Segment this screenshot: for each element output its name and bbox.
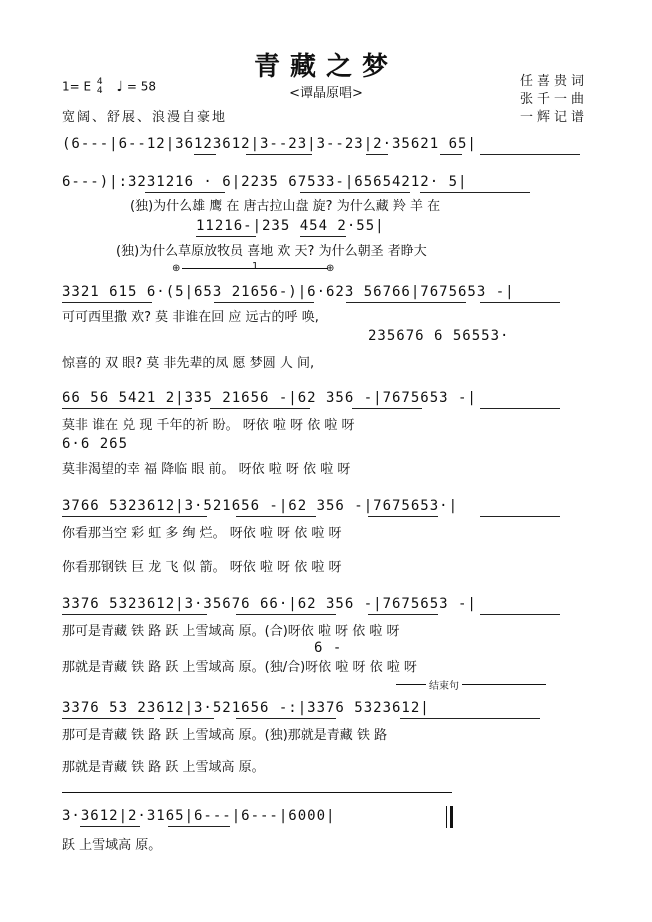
beam-line — [480, 154, 580, 155]
beam-line — [346, 302, 466, 303]
beam-line — [62, 408, 192, 409]
beam-line — [168, 826, 230, 827]
notation-line-12: 3·3612|2·3165|6---|6---|6000| — [62, 808, 336, 824]
key-signature — [62, 78, 156, 96]
beam-line — [480, 408, 560, 409]
beam-line — [210, 408, 310, 409]
notation-line-1: (6---|6--12|36123612|3--23|3--23|2·35621 65| — [62, 136, 477, 152]
page-title: 青藏之梦 — [253, 52, 398, 82]
subtitle: <谭晶原唱> — [289, 86, 363, 101]
final-barline — [446, 806, 447, 828]
key-label: 1= E — [62, 79, 92, 94]
ending-label: 结束句 — [426, 677, 462, 692]
lyrics-line-13: 跃 上雪域高 原。 — [62, 838, 162, 853]
lyrics-line-8: 你看那钢铁 巨 龙 飞 似 箭。 呀依 啦 呀 依 啦 呀 — [62, 560, 342, 575]
lyrics-line-2: (独)为什么草原放牧员 喜地 欢 天? 为什么朝圣 者睁大 — [116, 244, 427, 259]
beam-line — [480, 516, 560, 517]
beam-line — [236, 614, 336, 615]
beam-line — [368, 614, 438, 615]
notation-line-6: 66 56 5421 2|335 21656 -|62 356 -|7675653 -| — [62, 390, 477, 406]
time-bottom: 4 — [96, 86, 103, 96]
beam-line — [300, 192, 410, 193]
beam-line — [62, 302, 152, 303]
notation-line-8: 3766 5323612|3·521656 -|62 356 -|7675653·| — [62, 498, 459, 514]
time-signature — [97, 78, 103, 96]
composer: 张千一曲 — [520, 92, 589, 107]
beam-line — [400, 718, 540, 719]
beam-line — [352, 408, 422, 409]
notation-line-3: 11216-|235 454 2·55| — [196, 218, 385, 234]
coda-icon: ⊕ — [326, 263, 335, 274]
beam-line — [246, 154, 312, 155]
lyricist: 任喜贵词 — [520, 74, 589, 89]
notation-line-7: 6·6 265 — [62, 436, 129, 452]
expression-mark: 宽阔、舒展、浪漫自豪地 — [62, 110, 228, 125]
lyrics-line-6: 莫非渴望的幸 福 降临 眼 前。 呀依 啦 呀 依 啦 呀 — [62, 462, 351, 477]
beam-line — [480, 302, 560, 303]
beam-line — [368, 516, 438, 517]
lyrics-line-12: 那就是青藏 铁 路 跃 上雪域高 原。 — [62, 760, 265, 775]
lyrics-line-3: 可可西里撒 欢? 莫 非谁在回 应 远古的呼 唤, — [62, 310, 319, 325]
beam-line — [194, 154, 216, 155]
beam-line — [62, 614, 207, 615]
beam-line — [420, 192, 530, 193]
final-barline-thick — [450, 806, 453, 828]
transcriber: 一辉记谱 — [520, 110, 589, 125]
beam-line — [480, 614, 560, 615]
final-phrase-bracket — [62, 792, 452, 793]
lyrics-line-4: 惊喜的 双 眼? 莫 非先辈的凤 愿 梦圆 人 间, — [62, 356, 315, 371]
lyrics-line-7: 你看那当空 彩 虹 多 绚 烂。 呀依 啦 呀 依 啦 呀 — [62, 526, 342, 541]
beam-line — [145, 192, 225, 193]
notation-line-10: 6 - — [314, 640, 343, 656]
beam-line — [160, 718, 214, 719]
notation-line-2: 6---)|:3231216 · 6|2235 67533-|65654212· 5| — [62, 174, 468, 190]
beam-line — [440, 154, 462, 155]
lyrics-line-9: 那可是青藏 铁 路 跃 上雪域高 原。(合)呀依 啦 呀 依 啦 呀 — [62, 624, 400, 639]
beam-line — [62, 516, 207, 517]
notation-line-9: 3376 5323612|3·35676 66·|62 356 -|7675653 -| — [62, 596, 477, 612]
beam-line — [300, 236, 346, 237]
notation-line-11: 3376 53 23612|3·521656 -:|3376 5323612| — [62, 700, 430, 716]
beam-line — [62, 718, 154, 719]
tempo: = 58 — [126, 79, 157, 94]
beam-line — [236, 516, 316, 517]
volta-number: 1 — [252, 261, 259, 272]
quarter-note-icon: ♩ — [116, 78, 124, 95]
segno-icon: ⊕ — [172, 263, 181, 274]
beam-line — [214, 302, 314, 303]
beam-line — [196, 236, 256, 237]
notation-line-5: 235676 6 56553· — [368, 328, 510, 344]
lyrics-line-1: (独)为什么雄 鹰 在 唐古拉山盘 旋? 为什么藏 羚 羊 在 — [130, 199, 441, 214]
lyrics-line-10: 那就是青藏 铁 路 跃 上雪域高 原。(独/合)呀依 啦 呀 依 啦 呀 — [62, 660, 417, 675]
beam-line — [366, 154, 388, 155]
lyrics-line-11: 那可是青藏 铁 路 跃 上雪域高 原。(独)那就是青藏 铁 路 — [62, 728, 388, 743]
ending-bracket — [396, 684, 546, 685]
beam-line — [236, 718, 336, 719]
time-top: 4 — [96, 77, 103, 87]
beam-line — [80, 826, 140, 827]
lyrics-line-5: 莫非 谁在 兑 现 千年的祈 盼。 呀依 啦 呀 依 啦 呀 — [62, 418, 355, 433]
notation-line-4: 3321 615 6·(5|653 21656-)|6·623 56766|7675653 -| — [62, 284, 515, 300]
